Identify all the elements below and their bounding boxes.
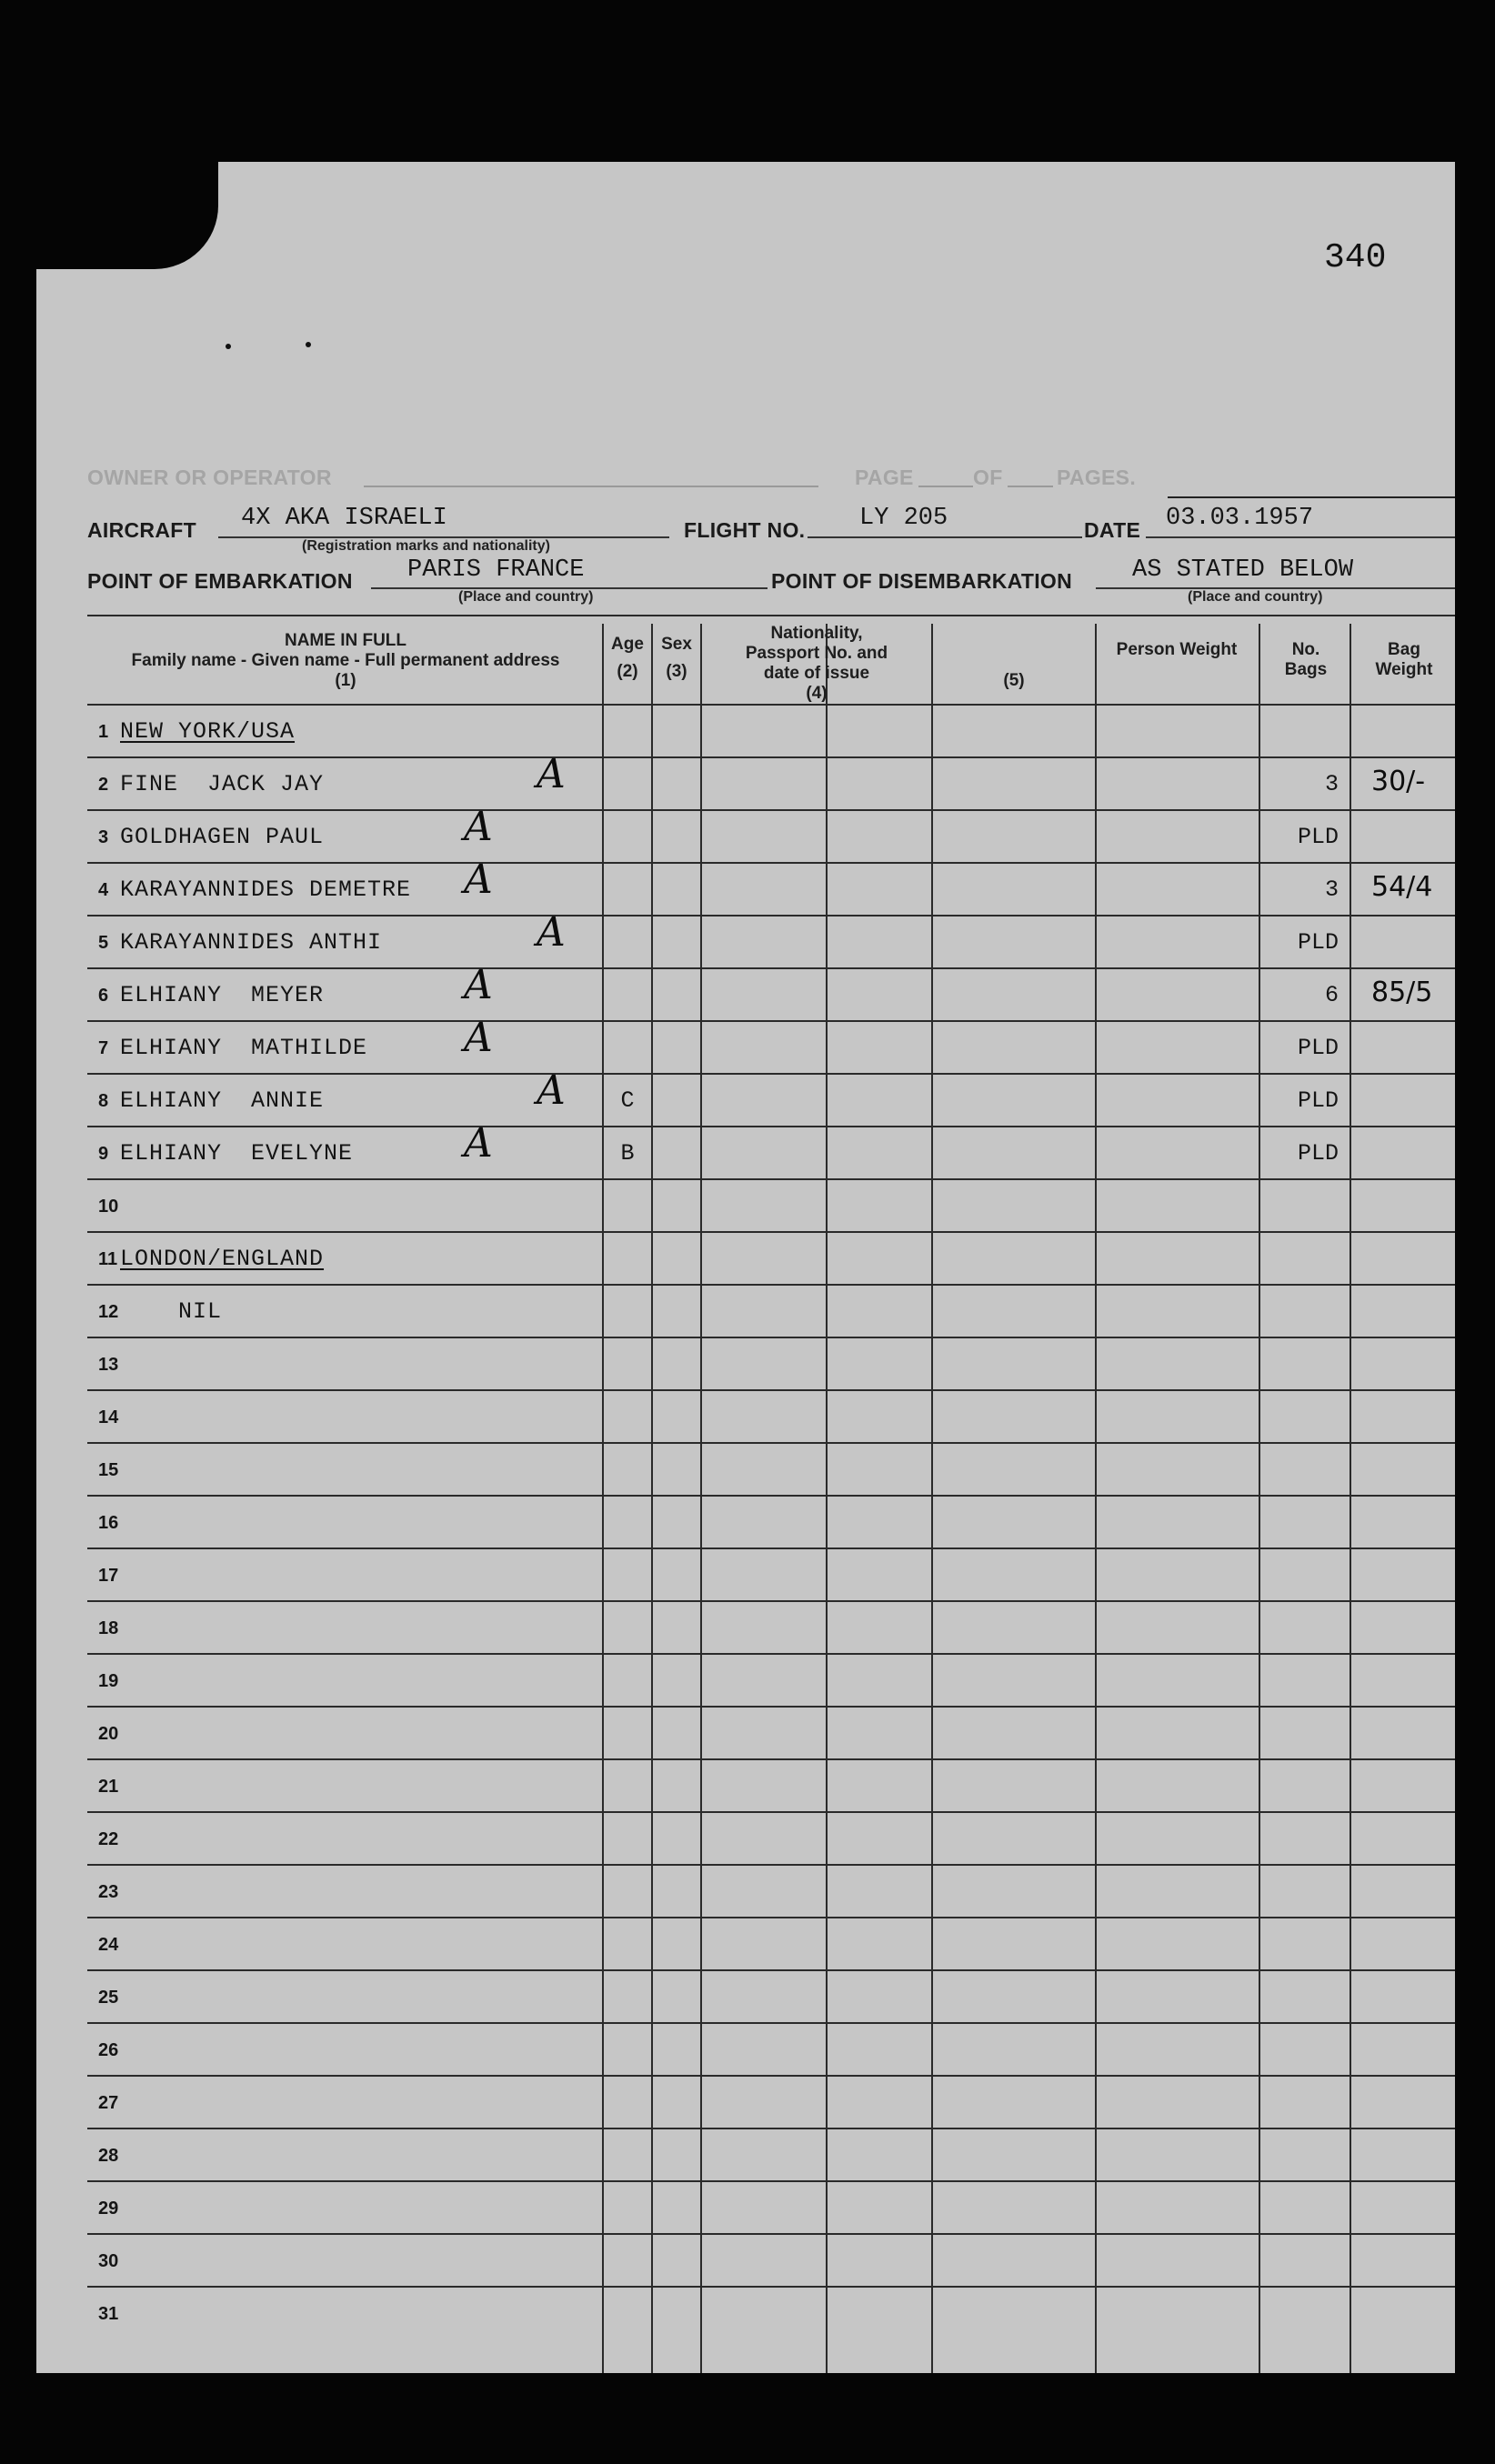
col-head-passport-num: (4) [806, 684, 828, 703]
row-number: 14 [98, 1407, 119, 1427]
torn-corner [36, 162, 218, 269]
row-divider [87, 1811, 1455, 1813]
row-number: 9 [98, 1144, 109, 1164]
row-number: 21 [98, 1777, 119, 1797]
row-number: 23 [98, 1882, 119, 1902]
row-divider [87, 1653, 1455, 1655]
row-number: 25 [98, 1988, 119, 2008]
bags-cell: 6 [1324, 982, 1339, 1008]
row-number: 8 [98, 1091, 109, 1111]
handwritten-mark: A [464, 804, 493, 850]
row-number: 26 [98, 2040, 119, 2060]
handwritten-mark: A [464, 856, 493, 903]
col-divider-person-weight [1095, 624, 1097, 2373]
col-divider-passport-mid [826, 624, 828, 2373]
disembarkation-value: AS STATED BELOW [1132, 556, 1354, 584]
flight-no-line [808, 536, 1082, 538]
page-number: 340 [1324, 238, 1387, 277]
row-divider [87, 2075, 1455, 2077]
row-divider [87, 756, 1455, 758]
bags-cell: PLD [1297, 1035, 1339, 1061]
col-head-name-num: (1) [335, 671, 356, 690]
col-head-no-bags: No. Bags [1284, 640, 1328, 679]
bag-weight-cell: 85/5 [1371, 977, 1433, 1008]
bags-cell: 3 [1324, 771, 1339, 797]
passenger-name: KARAYANNIDES ANTHI [120, 929, 383, 956]
row-divider [87, 1917, 1455, 1918]
pages-line [1168, 496, 1455, 498]
aircraft-label: AIRCRAFT [87, 518, 196, 542]
age-cell: C [620, 1087, 635, 1114]
owner-operator-line [364, 486, 818, 487]
row-number: 4 [98, 880, 109, 900]
row-number: 22 [98, 1829, 119, 1849]
bags-cell: PLD [1297, 824, 1339, 850]
row-number: 18 [98, 1618, 119, 1638]
row-number: 1 [98, 722, 109, 742]
pages-label: PAGES. [1057, 466, 1137, 489]
col-head-name [91, 631, 600, 691]
row-number: 2 [98, 775, 109, 795]
row-number: 15 [98, 1460, 119, 1480]
row-number: 10 [98, 1197, 119, 1217]
row-number: 12 [98, 1302, 119, 1322]
disembarkation-caption: (Place and country) [1188, 589, 1323, 605]
embarkation-caption: (Place and country) [458, 589, 594, 605]
handwritten-mark: A [464, 962, 493, 1008]
row-divider [87, 1389, 1455, 1391]
handwritten-mark: A [464, 1015, 493, 1061]
col-head-age [604, 635, 651, 682]
row-number: 6 [98, 986, 109, 1006]
col-head-bag-weight: Bag Weight [1375, 640, 1433, 679]
col-head-passport [702, 624, 931, 704]
passenger-name: ELHIANY MEYER [120, 982, 325, 1008]
row-number: 5 [98, 933, 109, 953]
handwritten-mark: A [537, 1067, 566, 1114]
handwritten-mark: A [464, 1120, 493, 1167]
row-divider [87, 1864, 1455, 1866]
passenger-name: FINE JACK JAY [120, 771, 325, 797]
passenger-name: ELHIANY ANNIE [120, 1087, 325, 1114]
page-line [918, 486, 973, 487]
passenger-name: LONDON/ENGLAND [120, 1246, 325, 1272]
row-divider [87, 1126, 1455, 1127]
date-label: DATE [1084, 518, 1141, 542]
of-label: OF [973, 466, 1003, 489]
col-head-passport-l2: Passport No. and [745, 644, 888, 663]
row-number: 7 [98, 1038, 109, 1058]
row-number: 29 [98, 2199, 119, 2219]
passenger-name: ELHIANY MATHILDE [120, 1035, 368, 1061]
col-divider-sex [651, 624, 653, 2373]
row-divider [87, 1337, 1455, 1338]
passenger-name: ELHIANY EVELYNE [120, 1140, 354, 1167]
row-divider [87, 2233, 1455, 2235]
bag-weight-cell: 30/- [1371, 766, 1426, 797]
col-head-age-num: (2) [617, 662, 638, 681]
handwritten-mark: A [537, 751, 566, 797]
handwritten-mark: A [537, 909, 566, 956]
flight-no-label: FLIGHT NO. [684, 518, 806, 542]
row-divider [87, 2180, 1455, 2182]
row-number: 31 [98, 2304, 119, 2324]
ink-speck [306, 342, 311, 347]
date-line [1146, 536, 1455, 538]
page-label: PAGE [855, 466, 914, 489]
row-divider [87, 1020, 1455, 1022]
row-divider [87, 1442, 1455, 1444]
row-divider [87, 704, 1455, 706]
row-divider [87, 967, 1455, 969]
row-number: 28 [98, 2146, 119, 2166]
row-divider [87, 1178, 1455, 1180]
flight-no-value: LY 205 [859, 505, 948, 532]
row-divider [87, 1758, 1455, 1760]
of-line [1008, 486, 1053, 487]
row-divider [87, 1969, 1455, 1971]
col-divider-passport [700, 624, 702, 2373]
col-head-passport-l1: Nationality, [770, 624, 863, 643]
passenger-name: NEW YORK/USA [120, 718, 296, 745]
col-head-person-weight: Person Weight [1116, 640, 1238, 659]
row-divider [87, 2286, 1455, 2288]
row-divider [87, 1231, 1455, 1233]
table-top-border [87, 615, 1455, 616]
row-divider [87, 915, 1455, 916]
row-divider [87, 809, 1455, 811]
row-divider [87, 1495, 1455, 1497]
row-number: 11 [98, 1249, 118, 1269]
col-head-name-title: NAME IN FULL [284, 631, 407, 650]
bag-weight-cell: 54/4 [1371, 871, 1433, 903]
col-head-5: (5) [1003, 671, 1025, 690]
row-divider [87, 1073, 1455, 1075]
row-number: 27 [98, 2093, 119, 2113]
row-divider [87, 1706, 1455, 1708]
col-divider-bag-weight [1350, 624, 1351, 2373]
row-number: 17 [98, 1566, 119, 1586]
age-cell: B [620, 1140, 635, 1167]
col-head-sex [653, 635, 700, 682]
ink-speck [226, 344, 231, 349]
row-divider [87, 862, 1455, 864]
row-number: 3 [98, 827, 109, 847]
bags-cell: 3 [1324, 876, 1339, 903]
col-head-name-sub: Family name - Given name - Full permanent address [131, 651, 560, 670]
row-number: 30 [98, 2251, 119, 2271]
owner-operator-label: OWNER OR OPERATOR [87, 466, 332, 489]
row-divider [87, 1548, 1455, 1549]
row-divider [87, 2128, 1455, 2129]
aircraft-caption: (Registration marks and nationality) [302, 538, 550, 554]
passenger-name: NIL [120, 1298, 223, 1325]
col-head-sex-title: Sex [661, 635, 692, 654]
row-number: 20 [98, 1724, 119, 1744]
col-divider-age [602, 624, 604, 2373]
embarkation-label: POINT OF EMBARKATION [87, 569, 353, 593]
bags-cell: PLD [1297, 1087, 1339, 1114]
embarkation-value: PARIS FRANCE [407, 556, 585, 584]
col-head-age-title: Age [611, 635, 644, 654]
row-divider [87, 1600, 1455, 1602]
row-number: 19 [98, 1671, 119, 1691]
row-divider [87, 1284, 1455, 1286]
disembarkation-label: POINT OF DISEMBARKATION [771, 569, 1073, 593]
date-value: 03.03.1957 [1166, 505, 1314, 532]
row-number: 13 [98, 1355, 119, 1375]
bags-cell: PLD [1297, 1140, 1339, 1167]
col-head-passport-l3: date of issue [763, 664, 870, 683]
passenger-name: GOLDHAGEN PAUL [120, 824, 325, 850]
col-head-sex-num: (3) [666, 662, 687, 681]
row-number: 16 [98, 1513, 119, 1533]
col-divider-5 [931, 624, 933, 2373]
row-number: 24 [98, 1935, 119, 1955]
aircraft-value: 4X AKA ISRAELI [241, 505, 447, 532]
passenger-name: KARAYANNIDES DEMETRE [120, 876, 412, 903]
row-divider [87, 2022, 1455, 2024]
bags-cell: PLD [1297, 929, 1339, 956]
